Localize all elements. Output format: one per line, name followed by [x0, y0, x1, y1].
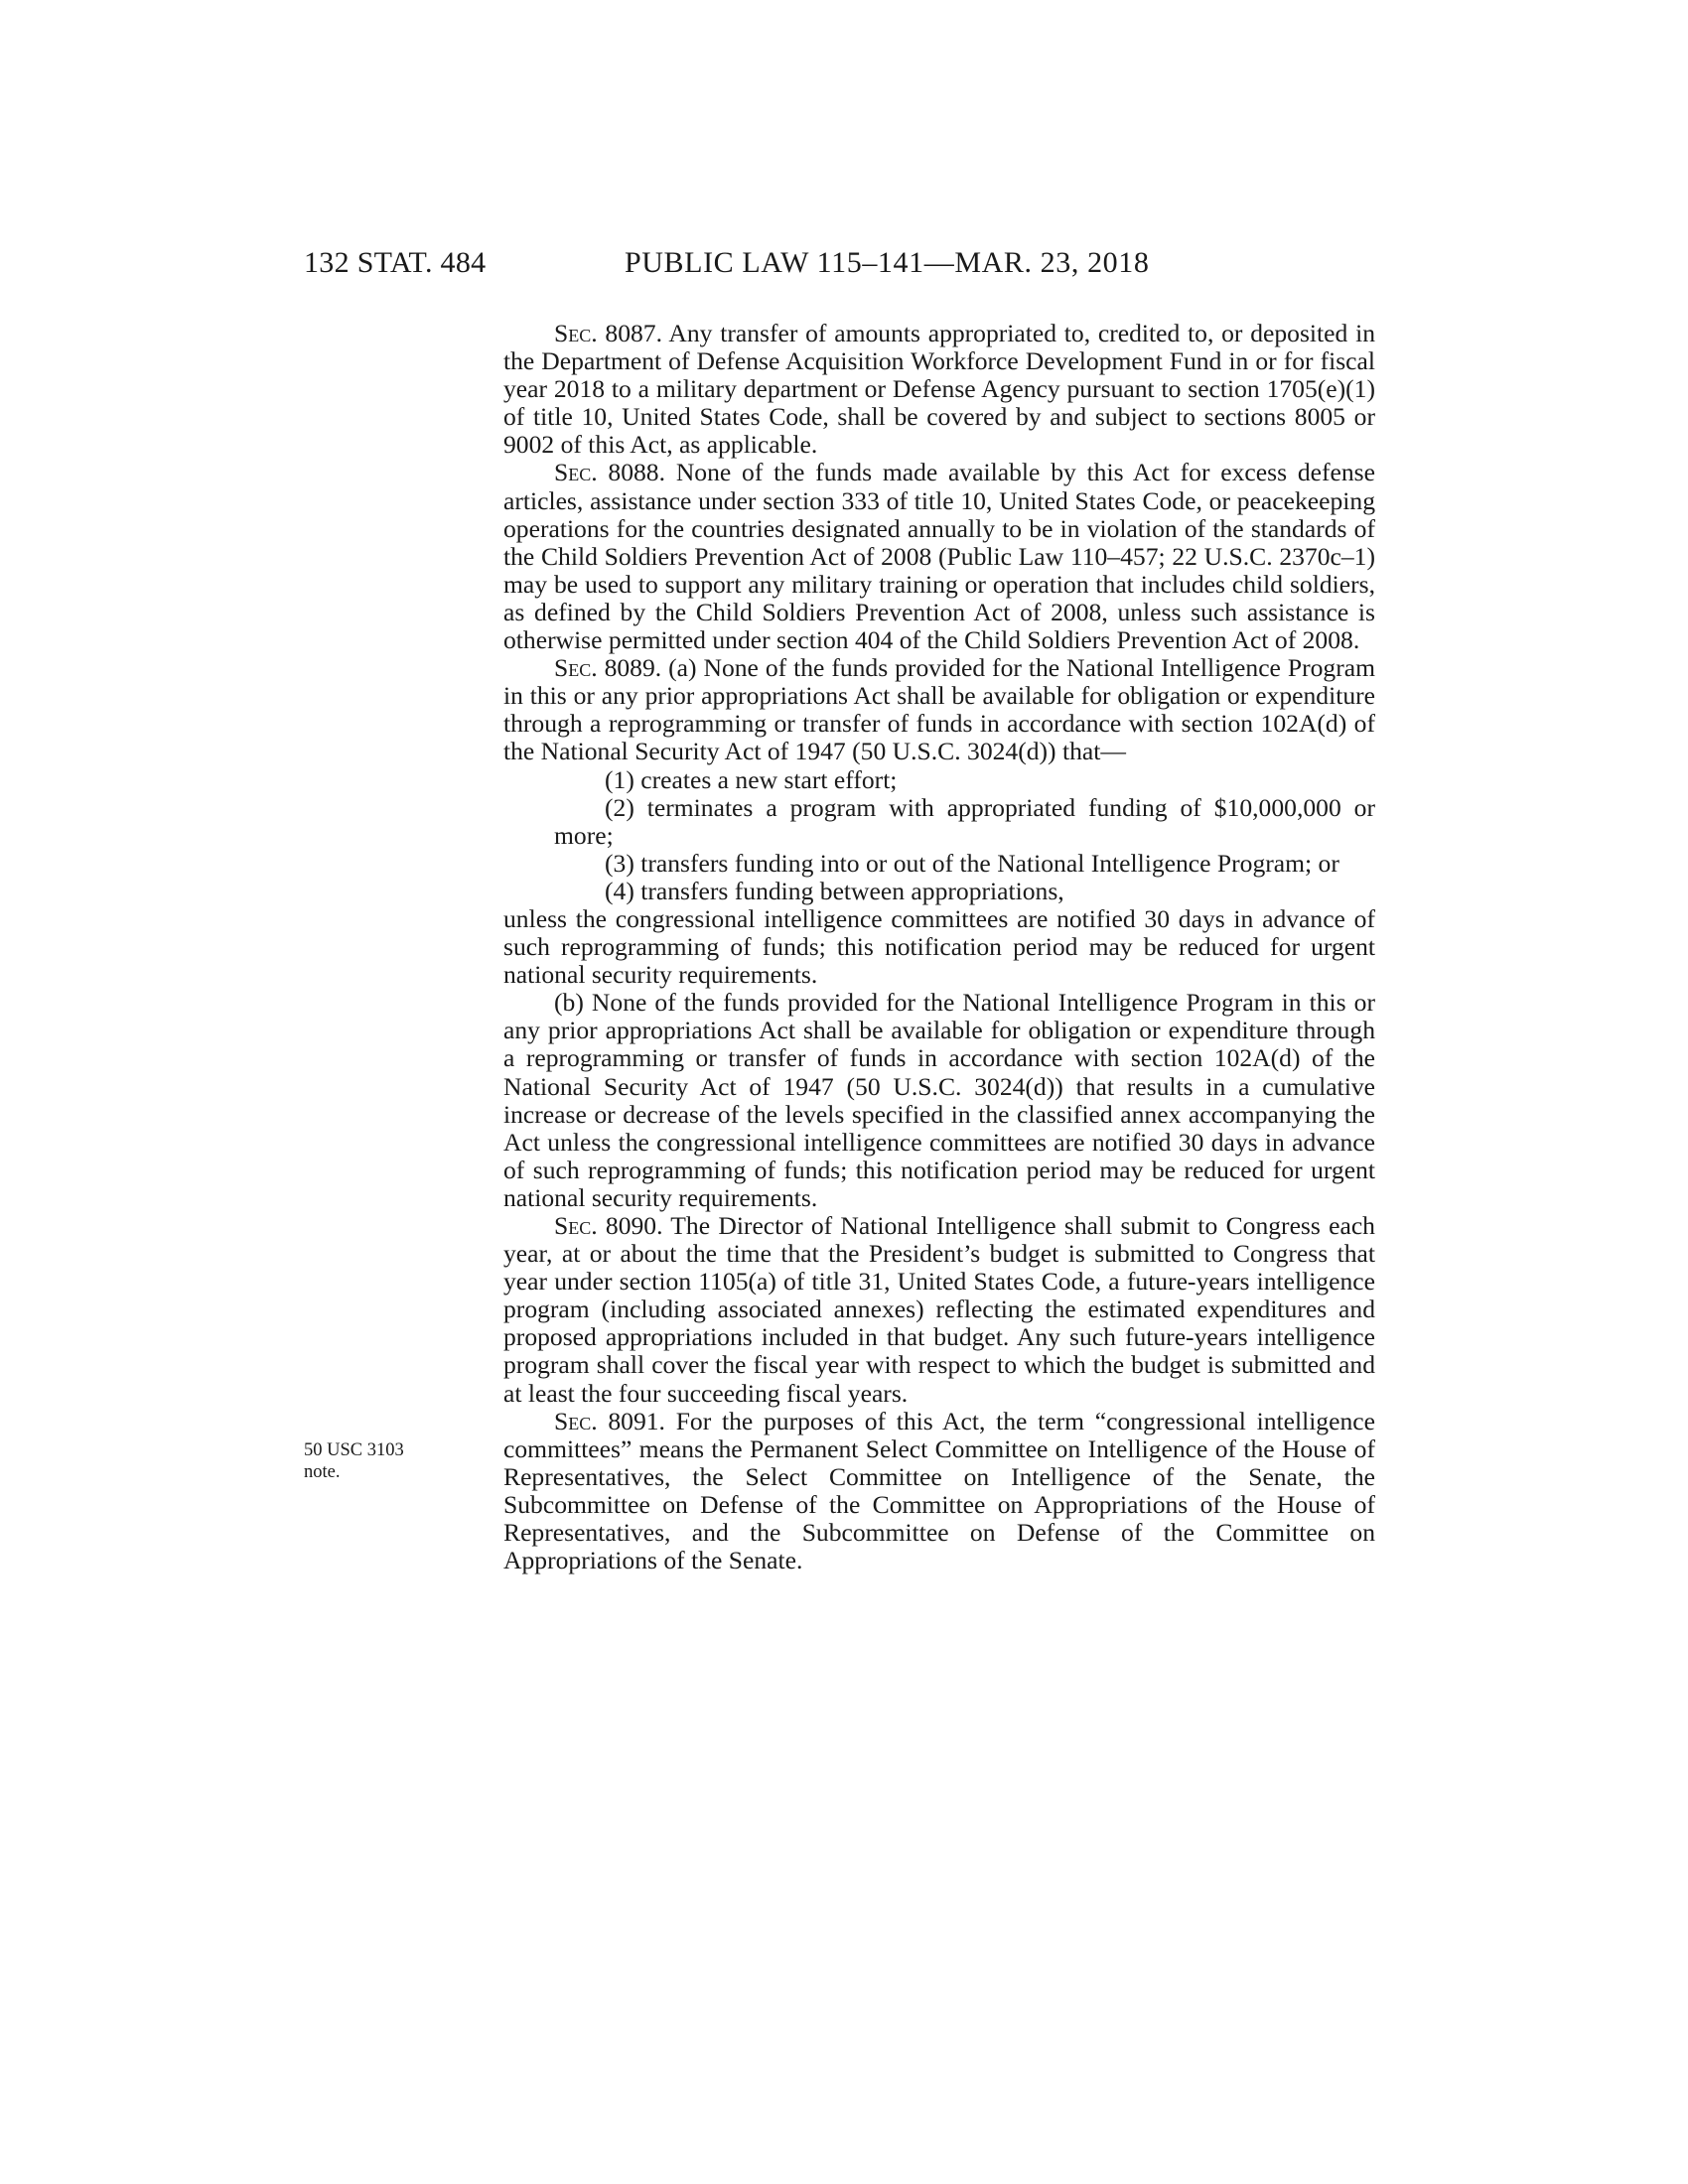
- section-text: For the purposes of this Act, the term “congressional intelligence committees” means the Permanent Select Committee on Intelligence of the House of Representatives, the Select Committee on Intelligence of the Senate, the Subcommittee on Defense of the Committee on Appropriations of the House of Representatives, and the Subcommittee on Defense of the Committee on Appropriations of the Senate.: [503, 1406, 1375, 1575]
- section-8088: [503, 459, 1375, 654]
- section-text: Any transfer of amounts appropriated to, credited to, or deposited in the Department of Defense Acquisition Workforce Development Fund in or for fiscal year 2018 to a military department or Defense Agency pursuant to section 1705(e)(1) of title 10, United States Code, shall be covered by and subject to sections 8005 or 9002 of this Act, as applicable.: [503, 319, 1375, 460]
- list-item: (4) transfers funding between appropriations,: [605, 876, 1064, 905]
- section-text: The Director of National Intelligence shall submit to Congress each year, at or about the time that the President’s budget is submitted to Congress that year under section 1105(a) of title 31, United States Code, a future-years intelligence program (including associated annexes) reflecting the estimated expenditures and proposed appropriations included in that budget. Any such future-years intelligence program shall cover the fiscal year with respect to which the budget is submitted and at least the four succeeding fiscal years.: [503, 1211, 1375, 1408]
- section-8089-b: (b) None of the funds provided for the National Intelligence Program in this or any prior appropriations Act shall be available for obligation or expenditure through a reprogramming or transfer of funds in accordance with section 102A(d) of the National Security Act of 1947 (50 U.S.C. 3024(d)) that results in a cumulative increase or decrease of the levels specified in the classified annex accompanying the Act unless the congressional intelligence committees are notified 30 days in advance of such reprogramming of funds; this notification period may be reduced for urgent national security requirements.: [503, 988, 1375, 1212]
- section-label: Sec. 8091.: [554, 1406, 665, 1435]
- page-header: [0, 246, 1688, 286]
- section-8089-a: [503, 654, 1375, 765]
- margin-note: [304, 1439, 483, 1483]
- list-item: (3) transfers funding into or out of the National Intelligence Program; or: [605, 848, 1339, 878]
- document-body: [503, 320, 1375, 1574]
- section-text: (a) None of the funds provided for the National Intelligence Program in this or any prior appropriations Act shall be available for obligation or expenditure through a reprogramming or transfer of funds in accordance with section 102A(d) of the National Security Act of 1947 (50 U.S.C. 3024(d)) that—: [503, 653, 1375, 766]
- list-item: (1) creates a new start effort;: [605, 764, 898, 794]
- list-item: (2) terminates a program with appropriated funding of $10,000,000 or more;: [554, 792, 1375, 850]
- section-8089-closing: unless the congressional intelligence committees are notified 30 days in advance of such reprogramming of funds; this notification period may be reduced for urgent national security requirements.: [503, 903, 1375, 990]
- section-label: Sec. 8088.: [554, 458, 666, 487]
- section-text: None of the funds made available by this Act for excess defense articles, assistance under section 333 of title 10, United States Code, or peacekeeping operations for the countries designated annually to be in violation of the standards of the Child Soldiers Prevention Act of 2008 (Public Law 110–457; 22 U.S.C. 2370c–1) may be used to support any military training or operation that includes child soldiers, as defined by the Child Soldiers Prevention Act of 2008, unless such assistance is otherwise permitted under section 404 of the Child Soldiers Prevention Act of 2008.: [503, 458, 1376, 655]
- statute-page-number: 132 STAT. 484: [304, 246, 487, 279]
- section-label: Sec. 8087.: [554, 319, 662, 347]
- margin-note-citation: 50 USC 3103: [304, 1440, 404, 1460]
- page-title: PUBLIC LAW 115–141—MAR. 23, 2018: [625, 246, 1150, 279]
- section-8087: [503, 320, 1375, 459]
- margin-note-suffix: note.: [304, 1462, 341, 1482]
- section-8090: [503, 1212, 1375, 1408]
- section-label: Sec. 8090.: [554, 1211, 663, 1240]
- section-8091: [503, 1408, 1375, 1575]
- section-label: Sec. 8089.: [554, 653, 662, 683]
